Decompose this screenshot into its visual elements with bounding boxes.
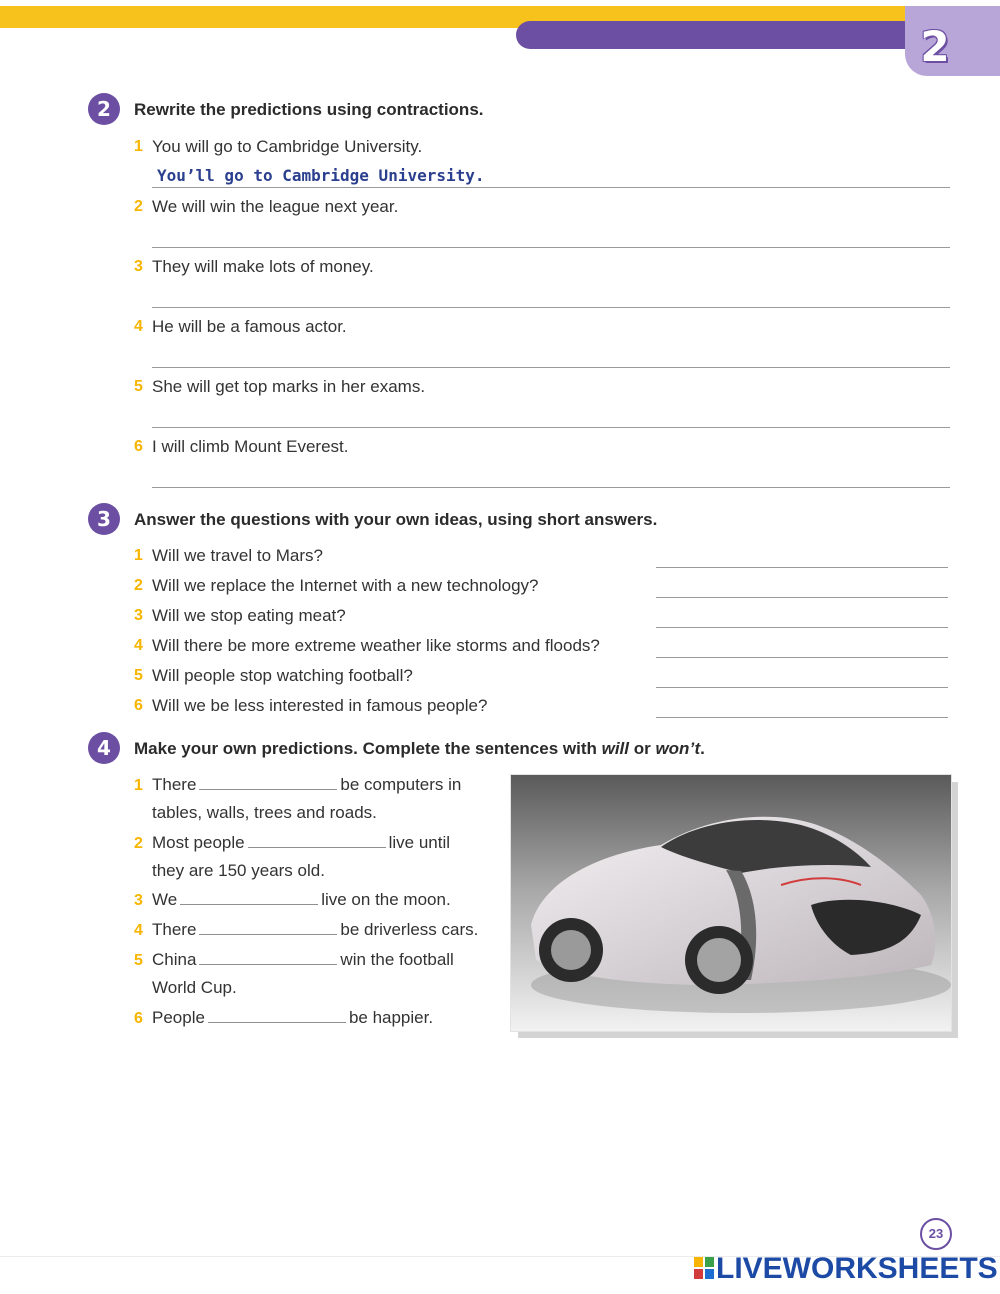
ex2-item-1-text: You will go to Cambridge University.: [152, 137, 423, 156]
ex2-answer-line-3[interactable]: [152, 307, 950, 308]
ex3-item-2-number: 2: [134, 577, 143, 594]
ex2-item-3-text: They will make lots of money.: [152, 257, 374, 276]
ex3-answer-line-2[interactable]: [656, 597, 948, 598]
ex4-item-1-number: 1: [134, 777, 143, 794]
ex4-item-2-number: 2: [134, 835, 143, 852]
ex4-item-3: We live on the moon.: [152, 886, 451, 914]
ex2-item-1-number: 1: [134, 138, 143, 155]
ex4-item-6: People be happier.: [152, 1004, 433, 1032]
ex4-blank-3[interactable]: [180, 886, 318, 905]
header-purple-bar: [516, 21, 936, 49]
car-photo: [510, 774, 952, 1032]
ex4-item-1: There be computers in tables, walls, trees and roads.: [152, 771, 461, 827]
ex2-item-6-number: 6: [134, 438, 143, 455]
ex3-item-3-text: Will we stop eating meat?: [152, 606, 346, 625]
exercise-2-badge: 2: [88, 93, 120, 125]
exercise-3-title: Answer the questions with your own ideas, using short answers.: [134, 510, 658, 529]
ex2-answer-line-2[interactable]: [152, 247, 950, 248]
ex2-answer-line-5[interactable]: [152, 427, 950, 428]
ex3-answer-line-4[interactable]: [656, 657, 948, 658]
ex2-item-3-number: 3: [134, 258, 143, 275]
ex2-answer-line-1[interactable]: [152, 187, 950, 188]
exercise-4-badge: 4: [88, 732, 120, 764]
ex4-item-5: China win the football World Cup.: [152, 946, 454, 1002]
ex4-item-6-number: 6: [134, 1010, 143, 1027]
ex3-item-3-number: 3: [134, 607, 143, 624]
ex2-answer-line-4[interactable]: [152, 367, 950, 368]
ex3-item-1-number: 1: [134, 547, 143, 564]
ex3-item-6-number: 6: [134, 697, 143, 714]
ex4-blank-6[interactable]: [208, 1004, 346, 1023]
ex4-item-3-number: 3: [134, 892, 143, 909]
ex4-item-4: There be driverless cars.: [152, 916, 478, 944]
ex2-example-answer: You’ll go to Cambridge University.: [157, 166, 485, 185]
ex3-item-5-text: Will people stop watching football?: [152, 666, 413, 685]
ex3-item-4-number: 4: [134, 637, 143, 654]
ex2-item-6-text: I will climb Mount Everest.: [152, 437, 349, 456]
ex2-item-2-text: We will win the league next year.: [152, 197, 399, 216]
ex2-answer-line-6[interactable]: [152, 487, 950, 488]
ex4-item-2: Most people live until they are 150 years old.: [152, 829, 450, 885]
exercise-4-title: Make your own predictions. Complete the sentences with will or won’t.: [134, 739, 705, 758]
exercise-2-title: Rewrite the predictions using contractions.: [134, 100, 484, 119]
ex4-item-4-number: 4: [134, 922, 143, 939]
liveworksheets-logo-icon: [694, 1257, 714, 1279]
ex4-item-5-number: 5: [134, 952, 143, 969]
page-number: 23: [920, 1218, 952, 1250]
ex4-blank-1[interactable]: [199, 771, 337, 790]
sports-car-illustration: [511, 775, 951, 1031]
unit-number: 2: [920, 22, 950, 71]
ex3-item-1-text: Will we travel to Mars?: [152, 546, 323, 565]
ex2-item-5-text: She will get top marks in her exams.: [152, 377, 426, 396]
ex3-answer-line-6[interactable]: [656, 717, 948, 718]
ex3-item-2-text: Will we replace the Internet with a new technology?: [152, 576, 539, 595]
ex2-item-4-number: 4: [134, 318, 143, 335]
ex3-answer-line-5[interactable]: [656, 687, 948, 688]
ex2-item-2-number: 2: [134, 198, 143, 215]
ex2-item-5-number: 5: [134, 378, 143, 395]
ex3-item-5-number: 5: [134, 667, 143, 684]
ex2-item-4-text: He will be a famous actor.: [152, 317, 347, 336]
ex3-item-6-text: Will we be less interested in famous people?: [152, 696, 488, 715]
liveworksheets-brand: LIVEWORKSHEETS: [716, 1252, 998, 1285]
ex3-item-4-text: Will there be more extreme weather like storms and floods?: [152, 636, 600, 655]
ex4-blank-5[interactable]: [199, 946, 337, 965]
ex3-answer-line-3[interactable]: [656, 627, 948, 628]
exercise-3-badge: 3: [88, 503, 120, 535]
ex4-blank-2[interactable]: [248, 829, 386, 848]
ex4-blank-4[interactable]: [199, 916, 337, 935]
ex3-answer-line-1[interactable]: [656, 567, 948, 568]
